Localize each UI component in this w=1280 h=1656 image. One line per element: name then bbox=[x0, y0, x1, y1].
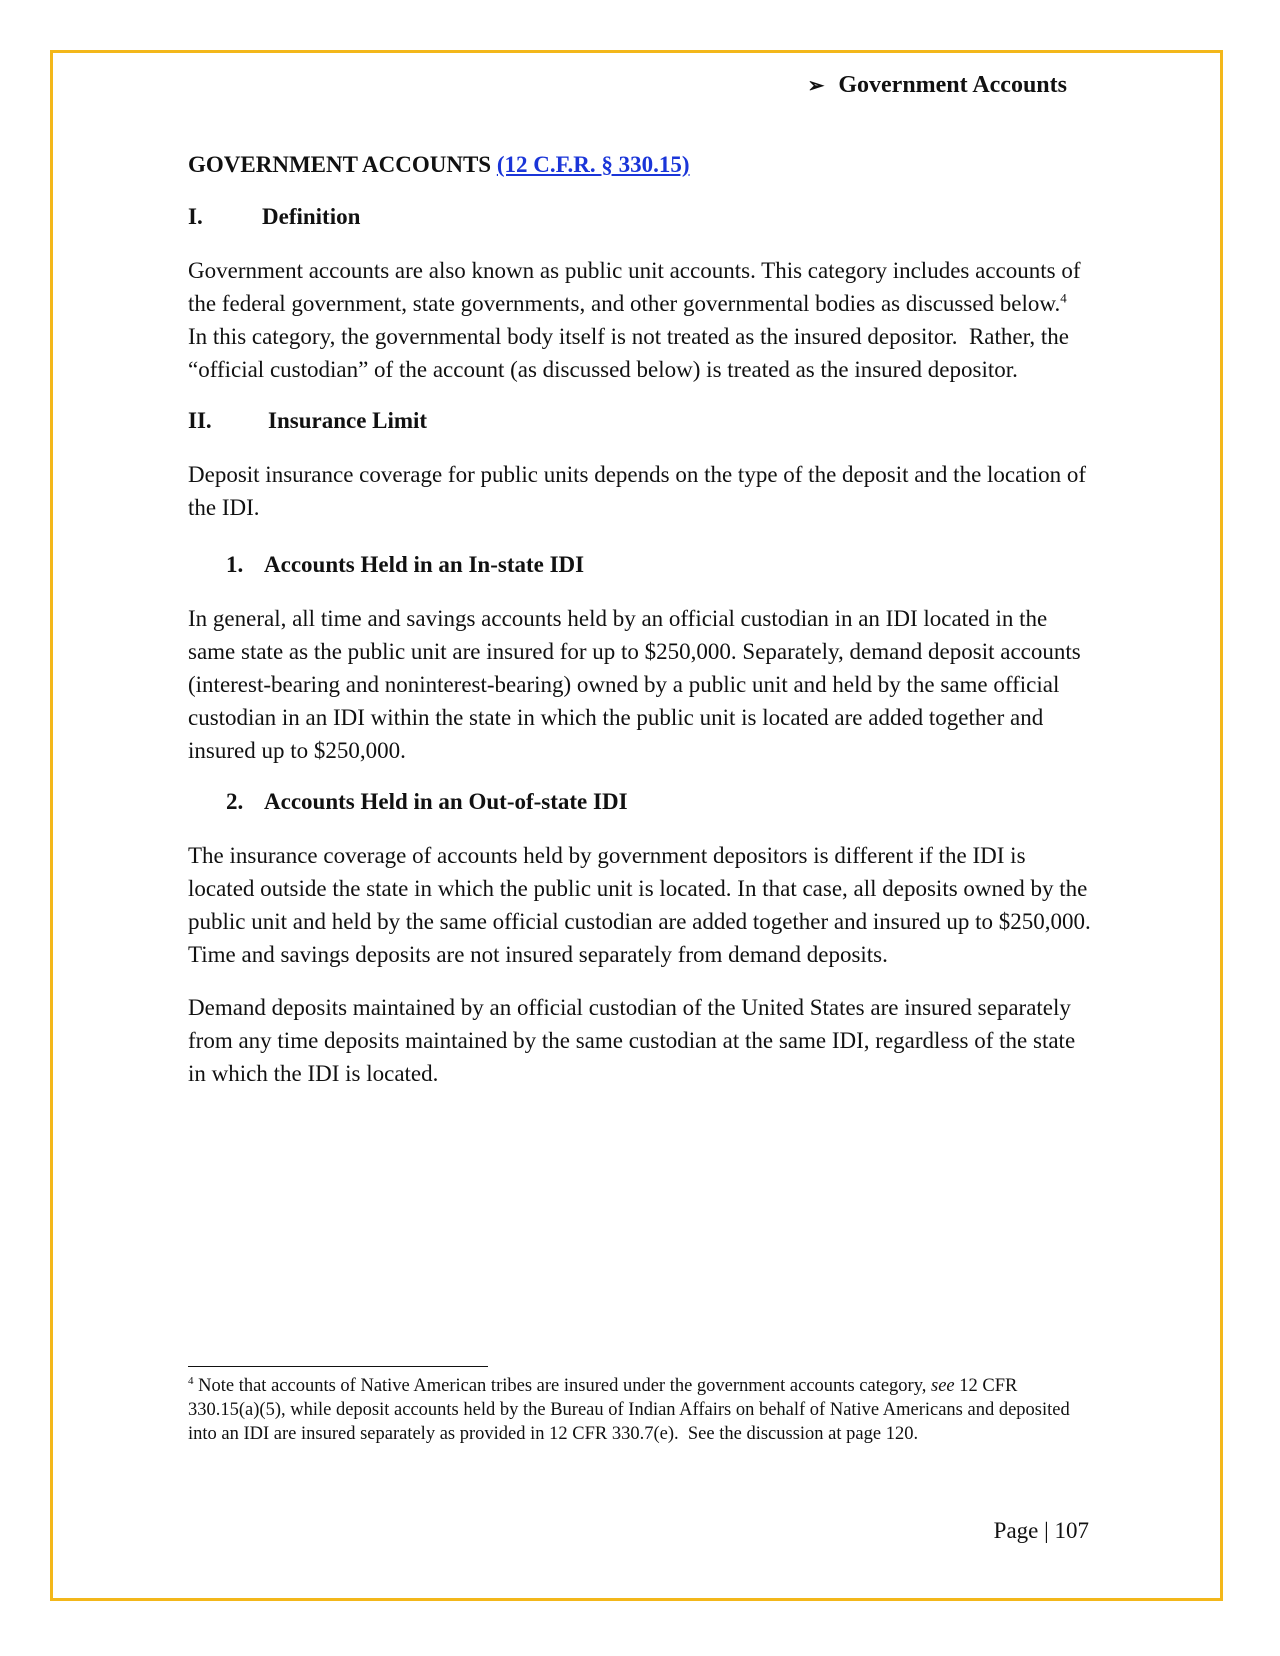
footnote-reference[interactable]: 4 bbox=[1060, 290, 1067, 306]
definition-paragraph: Government accounts are also known as public unit accounts. This category includes accounts of the federal government, state governments, and other governmental bodies as discussed below.$^4$ In this category, the governmental body itself is not treated as the insured depositor. Rather, the “official custodian” of the account (as discussed below) is treated as the insured depositor. bbox=[188, 258, 1081, 382]
page-number-footer bbox=[994, 1518, 1089, 1544]
subsection-title: Accounts Held in an Out-of-state IDI bbox=[264, 789, 628, 814]
page-separator: | bbox=[1044, 1518, 1049, 1543]
cfr-citation-link[interactable]: (12 C.F.R. § 330.15) bbox=[496, 152, 690, 177]
footnote-number: 4 bbox=[188, 1374, 194, 1387]
main-content bbox=[188, 148, 1094, 1090]
subsection-heading-out-of-state bbox=[188, 785, 1094, 819]
page-title-text: GOVERNMENT ACCOUNTS bbox=[188, 152, 492, 177]
section-number: I. bbox=[188, 204, 203, 229]
footnote-divider bbox=[188, 1366, 488, 1367]
page-title bbox=[188, 148, 1094, 182]
running-header bbox=[808, 72, 1067, 99]
arrow-bullet-icon: ➢ bbox=[807, 75, 825, 97]
subsection-number: 2. bbox=[226, 789, 244, 814]
insurance-limit-paragraph: Deposit insurance coverage for public units depends on the type of the deposit and the location of the IDI. bbox=[188, 462, 1087, 520]
page-label: Page bbox=[993, 1518, 1039, 1543]
page-number: 107 bbox=[1054, 1518, 1089, 1543]
section-title: Definition bbox=[262, 204, 361, 229]
section-number: II. bbox=[188, 408, 212, 433]
out-of-state-paragraph-2: Demand deposits maintained by an official custodian of the United States are insured separately from any time deposits maintained by the same custodian at the same IDI, regardless of the state in which the IDI is located. bbox=[188, 995, 1076, 1086]
running-header-label: Government Accounts bbox=[838, 72, 1067, 98]
footnote: $^4$ Note that accounts of Native American tribes are insured under the government accounts category, see 12 CFR 330.15(a)(5), while deposit accounts held by the Bureau of Indian Affairs on behalf of Native Americans and deposited into an IDI are insured separately as provided in 12 CFR 330.7(e). See the discussion at page 120. bbox=[188, 1374, 1075, 1444]
section-heading-insurance-limit bbox=[188, 404, 1094, 438]
subsection-number: 1. bbox=[226, 552, 244, 577]
out-of-state-paragraph-1: The insurance coverage of accounts held by government depositors is different if the IDI is located outside the state in which the public unit is located. In that case, all deposits owned by the public unit and held by the same official custodian are added together and insured up to $250,000. Time and savings deposits are not insured separately from demand deposits. bbox=[188, 843, 1091, 967]
section-heading-definition bbox=[188, 200, 1094, 234]
section-title: Insurance Limit bbox=[268, 408, 428, 433]
subsection-heading-in-state bbox=[188, 548, 1094, 582]
in-state-paragraph: In general, all time and savings accounts held by an official custodian in an IDI located in the same state as the public unit are insured for up to $250,000. Separately, demand deposit accounts (interest-bearing and noninterest-bearing) owned by a public unit and held by the same official custodian in an IDI within the state in which the public unit is located are added together and insured up to $250,000. bbox=[188, 606, 1081, 763]
subsection-title: Accounts Held in an In-state IDI bbox=[264, 552, 585, 577]
